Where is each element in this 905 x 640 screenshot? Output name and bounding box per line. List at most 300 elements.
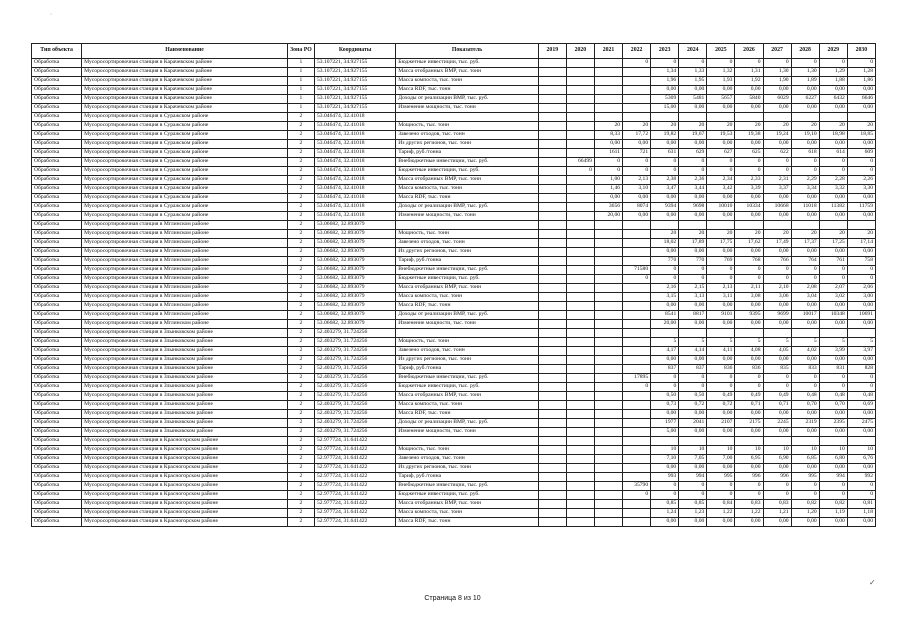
table-cell: Мусоросортировочная станция в Красногорском районе [82, 455, 288, 464]
table-cell: 10 [735, 446, 763, 455]
table-cell: 0,00 [707, 356, 735, 365]
table-cell: 0 [679, 275, 707, 284]
table-cell: 2 [287, 194, 314, 203]
table-cell [566, 347, 594, 356]
table-row [32, 509, 876, 518]
table-cell [538, 455, 566, 464]
table-cell: 0,00 [735, 248, 763, 257]
table-cell: Мусоросортировочная станция в Карачевском районе [82, 59, 288, 68]
table-cell: 0,00 [819, 356, 847, 365]
table-cell: 721 [623, 149, 651, 158]
table-cell [623, 392, 651, 401]
table-cell: 0,00 [735, 356, 763, 365]
table-cell [623, 95, 651, 104]
table-cell: 0 [679, 59, 707, 68]
table-cell [538, 491, 566, 500]
table-cell: Обработка [32, 257, 82, 266]
table-cell [791, 329, 819, 338]
table-cell: Обработка [32, 131, 82, 140]
table-cell: 0,71 [763, 401, 791, 410]
table-cell [566, 140, 594, 149]
table-cell [566, 59, 594, 68]
table-cell: 4,08 [735, 347, 763, 356]
table-cell [594, 239, 622, 248]
table-cell: 10 [791, 446, 819, 455]
table-cell: 0,49 [763, 392, 791, 401]
table-cell: Завезено отходов, тыс. тонн [396, 131, 539, 140]
table-cell [623, 419, 651, 428]
table-cell [623, 239, 651, 248]
column-header: Координаты [314, 44, 395, 59]
table-cell: 53.046474, 32.41018 [314, 158, 395, 167]
table-cell: Обработка [32, 320, 82, 329]
table-cell: 9698 [679, 203, 707, 212]
table-cell: 1,22 [707, 509, 735, 518]
table-cell [566, 419, 594, 428]
table-cell: 0 [735, 59, 763, 68]
column-header: 2030 [847, 44, 875, 59]
table-cell [623, 509, 651, 518]
table-cell: 0,00 [707, 410, 735, 419]
table-cell: 0,48 [847, 392, 875, 401]
table-cell: 0 [819, 275, 847, 284]
table-cell [594, 518, 622, 527]
table-cell: 1,46 [594, 185, 622, 194]
table-cell: 7,10 [651, 455, 679, 464]
table-cell: Завезено отходов, тыс. тонн [396, 347, 539, 356]
table-row [32, 86, 876, 95]
table-cell: 53.06682, 32.893079 [314, 239, 395, 248]
table-cell: 2,07 [819, 284, 847, 293]
table-cell: 52.977724, 31.641422 [314, 437, 395, 446]
table-cell: 0,00 [735, 194, 763, 203]
table-cell: 0,00 [679, 410, 707, 419]
table-cell: Обработка [32, 356, 82, 365]
table-cell: Обработка [32, 518, 82, 527]
table-cell: 52.403279, 31.724256 [314, 338, 395, 347]
table-cell: 9101 [707, 311, 735, 320]
table-cell: 2 [287, 410, 314, 419]
table-cell: 2319 [791, 419, 819, 428]
table-cell: Мусоросортировочная станция в Мглинском районе [82, 275, 288, 284]
table-cell [566, 383, 594, 392]
table-cell: 0,00 [735, 428, 763, 437]
table-cell: 1,19 [819, 509, 847, 518]
table-cell: 0,00 [707, 518, 735, 527]
table-cell [594, 509, 622, 518]
table-cell: 0 [847, 59, 875, 68]
table-cell: 0 [791, 158, 819, 167]
table-cell: Мусоросортировочная станция в Злынковском районе [82, 401, 288, 410]
table-cell: 2395 [819, 419, 847, 428]
table-cell: 0 [651, 482, 679, 491]
table-row [32, 212, 876, 221]
table-cell [538, 500, 566, 509]
table-cell: Мусоросортировочная станция в Суражском районе [82, 185, 288, 194]
table-cell [566, 455, 594, 464]
table-cell: 0,00 [707, 320, 735, 329]
table-cell: Масса отобранных ВМР, тыс. тонн [396, 500, 539, 509]
table-cell: 0 [819, 266, 847, 275]
table-cell: Обработка [32, 491, 82, 500]
table-cell: 2 [287, 329, 314, 338]
table-cell: 5 [763, 338, 791, 347]
table-row [32, 320, 876, 329]
table-cell: Тариф, руб./тонна [396, 257, 539, 266]
table-cell: 2 [287, 302, 314, 311]
table-cell: Мусоросортировочная станция в Злынковском районе [82, 347, 288, 356]
table-cell: Из других регионов, тыс. тонн [396, 356, 539, 365]
table-cell: 0 [679, 167, 707, 176]
table-cell: 2 [287, 257, 314, 266]
table-cell: 8817 [679, 311, 707, 320]
table-cell: 6227 [791, 95, 819, 104]
table-cell [594, 500, 622, 509]
table-cell [566, 302, 594, 311]
data-table [31, 43, 876, 527]
table-cell: 0,49 [735, 392, 763, 401]
table-cell: 0 [763, 482, 791, 491]
table-cell: 0,00 [651, 410, 679, 419]
table-cell: 0,00 [651, 518, 679, 527]
table-row [32, 113, 876, 122]
table-cell: 0,00 [791, 302, 819, 311]
table-cell: 1,93 [707, 77, 735, 86]
table-cell: 3,37 [763, 185, 791, 194]
table-cell: 52.403279, 31.724256 [314, 392, 395, 401]
table-cell: Доходы от реализации ВМР, тыс. руб. [396, 311, 539, 320]
table-cell: 52.403279, 31.724256 [314, 356, 395, 365]
table-cell [594, 356, 622, 365]
table-cell [538, 176, 566, 185]
table-cell: 2,11 [735, 284, 763, 293]
check-mark-icon: ✓ [869, 578, 876, 587]
table-cell: 0,00 [651, 464, 679, 473]
table-cell [538, 221, 566, 230]
table-cell: Масса компоста, тыс. тонн [396, 185, 539, 194]
table-cell: Изменение мощности, тыс. тонн [396, 104, 539, 113]
table-cell: Мусоросортировочная станция в Мглинском районе [82, 320, 288, 329]
table-cell: 10668 [763, 203, 791, 212]
table-cell: 0,00 [847, 464, 875, 473]
table-cell: 10 [679, 446, 707, 455]
table-cell [566, 266, 594, 275]
table-cell [594, 419, 622, 428]
table-cell: 52.403279, 31.724256 [314, 374, 395, 383]
table-cell: 766 [763, 257, 791, 266]
table-cell [623, 410, 651, 419]
table-cell: 17,25 [819, 239, 847, 248]
table-cell: 53.107221, 34.927155 [314, 68, 395, 77]
table-cell: 0,00 [735, 104, 763, 113]
table-cell: 19,38 [735, 131, 763, 140]
table-cell: 0 [847, 491, 875, 500]
table-cell: 53.06682, 32.893079 [314, 293, 395, 302]
table-cell: Мусоросортировочная станция в Суражском районе [82, 176, 288, 185]
table-cell: 0,00 [847, 356, 875, 365]
table-cell: 0,72 [679, 401, 707, 410]
table-cell: 3,04 [791, 293, 819, 302]
table-row [32, 302, 876, 311]
table-cell: 0,00 [847, 410, 875, 419]
table-cell [538, 140, 566, 149]
table-cell: 5 [707, 338, 735, 347]
table-cell: 0 [819, 383, 847, 392]
table-cell: 2 [287, 365, 314, 374]
table-cell: 0,00 [707, 104, 735, 113]
table-cell: Обработка [32, 230, 82, 239]
table-cell: 4,11 [707, 347, 735, 356]
table-cell [538, 284, 566, 293]
table-cell [566, 86, 594, 95]
table-cell [623, 257, 651, 266]
table-cell [538, 338, 566, 347]
scan-mark: · [50, 12, 52, 18]
table-cell: 1 [287, 59, 314, 68]
table-cell [594, 473, 622, 482]
table-cell: 20 [651, 230, 679, 239]
table-cell: 3,11 [707, 293, 735, 302]
table-cell: Мусоросортировочная станция в Мглинском районе [82, 284, 288, 293]
table-cell: Масса RDF, тыс. тонн [396, 302, 539, 311]
table-cell: 0,83 [763, 500, 791, 509]
table-cell: 0,00 [847, 104, 875, 113]
table-cell: 0 [847, 275, 875, 284]
table-cell [538, 248, 566, 257]
table-cell: 53.06682, 32.893079 [314, 266, 395, 275]
table-cell [566, 131, 594, 140]
table-cell: 0,00 [623, 140, 651, 149]
table-cell: Мусоросортировочная станция в Злынковском районе [82, 428, 288, 437]
table-cell: 1,31 [735, 68, 763, 77]
table-cell [623, 221, 651, 230]
table-cell: 2 [287, 437, 314, 446]
table-cell: Обработка [32, 167, 82, 176]
table-cell: 2 [287, 275, 314, 284]
table-cell [538, 149, 566, 158]
table-cell: 2 [287, 482, 314, 491]
table-row [32, 140, 876, 149]
table-cell: 0,00 [651, 86, 679, 95]
table-cell: 0 [566, 167, 594, 176]
table-cell: Мусоросортировочная станция в Суражском районе [82, 212, 288, 221]
table-cell: 10348 [819, 311, 847, 320]
table-cell: 6,95 [735, 455, 763, 464]
table-cell: 3,32 [819, 185, 847, 194]
table-cell: 0,00 [735, 518, 763, 527]
table-cell: 52.977724, 31.641422 [314, 473, 395, 482]
table-cell: 19,82 [651, 131, 679, 140]
column-header: Наименование [82, 44, 288, 59]
table-row [32, 464, 876, 473]
table-cell: 2 [287, 455, 314, 464]
table-cell [538, 302, 566, 311]
table-row [32, 473, 876, 482]
table-cell [538, 509, 566, 518]
table-cell [566, 95, 594, 104]
table-cell: 52.403279, 31.724256 [314, 383, 395, 392]
table-cell [594, 464, 622, 473]
table-cell: Обработка [32, 86, 82, 95]
table-cell: 2 [287, 500, 314, 509]
table-cell: 0 [707, 167, 735, 176]
table-cell: 17,89 [679, 239, 707, 248]
table-cell: 1 [287, 68, 314, 77]
table-cell: Мусоросортировочная станция в Суражском районе [82, 131, 288, 140]
table-cell: 6,90 [763, 455, 791, 464]
table-cell: 0 [679, 491, 707, 500]
table-cell: 0 [679, 374, 707, 383]
table-cell: Обработка [32, 509, 82, 518]
table-cell: Мусоросортировочная станция в Карачевском районе [82, 95, 288, 104]
table-cell: 53.06682, 32.893079 [314, 248, 395, 257]
table-cell: 52.403279, 31.724256 [314, 419, 395, 428]
table-cell: 0 [791, 275, 819, 284]
table-cell: Мусоросортировочная станция в Злынковском районе [82, 383, 288, 392]
table-cell: 52.403279, 31.724256 [314, 410, 395, 419]
table-cell [679, 437, 707, 446]
table-cell [594, 59, 622, 68]
table-cell: 2 [287, 446, 314, 455]
table-cell: 5481 [679, 95, 707, 104]
table-cell: 1,33 [679, 68, 707, 77]
table-cell: 2041 [679, 419, 707, 428]
table-cell: 995 [791, 473, 819, 482]
table-cell: 0,00 [791, 356, 819, 365]
table-cell: 3,34 [791, 185, 819, 194]
table-cell [566, 230, 594, 239]
table-cell: 0 [763, 158, 791, 167]
table-cell [623, 473, 651, 482]
table-cell: 1,21 [763, 509, 791, 518]
table-cell [791, 221, 819, 230]
table-cell: 1,22 [735, 509, 763, 518]
table-cell: 4,14 [679, 347, 707, 356]
table-cell: Мусоросортировочная станция в Мглинском районе [82, 293, 288, 302]
table-cell [566, 437, 594, 446]
table-cell: 0,00 [763, 86, 791, 95]
table-cell [566, 149, 594, 158]
table-cell: 1,23 [679, 509, 707, 518]
table-cell [566, 392, 594, 401]
table-cell: 0,00 [847, 518, 875, 527]
table-cell: 0,00 [679, 518, 707, 527]
table-cell: 2 [287, 392, 314, 401]
table-cell: 1,30 [791, 68, 819, 77]
table-cell: Мусоросортировочная станция в Суражском районе [82, 149, 288, 158]
table-cell: Доходы от реализации ВМР, тыс. руб. [396, 419, 539, 428]
table-cell [538, 212, 566, 221]
table-cell [791, 113, 819, 122]
table-cell: Обработка [32, 140, 82, 149]
table-cell: 2 [287, 347, 314, 356]
table-cell: 0,00 [819, 140, 847, 149]
table-cell: 2,38 [651, 176, 679, 185]
table-cell [566, 356, 594, 365]
table-cell: 10334 [735, 203, 763, 212]
table-cell: 2 [287, 491, 314, 500]
table-row [32, 338, 876, 347]
table-cell [566, 428, 594, 437]
table-cell [594, 266, 622, 275]
table-cell: 6029 [763, 95, 791, 104]
table-cell: Изменение мощности, тыс. тонн [396, 320, 539, 329]
table-cell: Обработка [32, 158, 82, 167]
table-cell: 52.977724, 31.641422 [314, 518, 395, 527]
table-cell: Масса компоста, тыс. тонн [396, 401, 539, 410]
table-cell [566, 275, 594, 284]
table-cell: Обработка [32, 122, 82, 131]
table-cell: Обработка [32, 392, 82, 401]
table-cell: Внебюджетные инвестиции, тыс. руб. [396, 266, 539, 275]
table-cell: 2 [287, 203, 314, 212]
table-cell [538, 239, 566, 248]
table-cell: Масса компоста, тыс. тонн [396, 293, 539, 302]
table-cell [623, 230, 651, 239]
table-cell: 3656 [594, 203, 622, 212]
table-cell: 0 [679, 482, 707, 491]
table-cell: 53.06682, 32.893079 [314, 221, 395, 230]
table-cell: 0,00 [623, 194, 651, 203]
table-cell: Мусоросортировочная станция в Красногорском районе [82, 473, 288, 482]
table-cell [566, 239, 594, 248]
table-cell: Мусоросортировочная станция в Мглинском районе [82, 239, 288, 248]
table-cell: 2 [287, 185, 314, 194]
table-cell: 0,00 [707, 194, 735, 203]
table-cell: 0,81 [847, 500, 875, 509]
table-cell: 0,00 [679, 104, 707, 113]
table-cell: 1,30 [763, 68, 791, 77]
table-cell: 2175 [735, 419, 763, 428]
table-cell: 0,00 [735, 302, 763, 311]
table-cell: 0,00 [819, 194, 847, 203]
table-cell: 1,28 [847, 68, 875, 77]
table-cell: 2,08 [791, 284, 819, 293]
table-cell: Бюджетные инвестиции, тыс. руб. [396, 167, 539, 176]
table-cell: Мусоросортировочная станция в Карачевском районе [82, 68, 288, 77]
table-cell [707, 113, 735, 122]
table-cell: 758 [847, 257, 875, 266]
table-cell: 0,00 [763, 302, 791, 311]
table-cell [623, 518, 651, 527]
column-header: 2027 [763, 44, 791, 59]
table-cell: Обработка [32, 410, 82, 419]
table-cell [623, 248, 651, 257]
table-cell [847, 113, 875, 122]
table-cell: 2 [287, 293, 314, 302]
table-cell: 0,70 [819, 401, 847, 410]
table-row [32, 500, 876, 509]
table-row [32, 419, 876, 428]
table-row [32, 95, 876, 104]
table-cell: 0,00 [847, 320, 875, 329]
table-cell [538, 329, 566, 338]
table-cell: Обработка [32, 419, 82, 428]
table-cell: 3,97 [847, 347, 875, 356]
table-cell [623, 104, 651, 113]
table-cell: Мусоросортировочная станция в Карачевском районе [82, 104, 288, 113]
table-cell: Мусоросортировочная станция в Злынковском районе [82, 329, 288, 338]
table-cell [566, 509, 594, 518]
table-cell: 0,00 [819, 212, 847, 221]
table-cell: Внебюджетные инвестиции, тыс. руб. [396, 482, 539, 491]
table-cell [594, 338, 622, 347]
table-cell: 0 [679, 383, 707, 392]
table-cell [623, 437, 651, 446]
table-cell: 0,00 [651, 356, 679, 365]
table-cell: Бюджетные инвестиции, тыс. руб. [396, 491, 539, 500]
table-cell: 0,00 [707, 86, 735, 95]
